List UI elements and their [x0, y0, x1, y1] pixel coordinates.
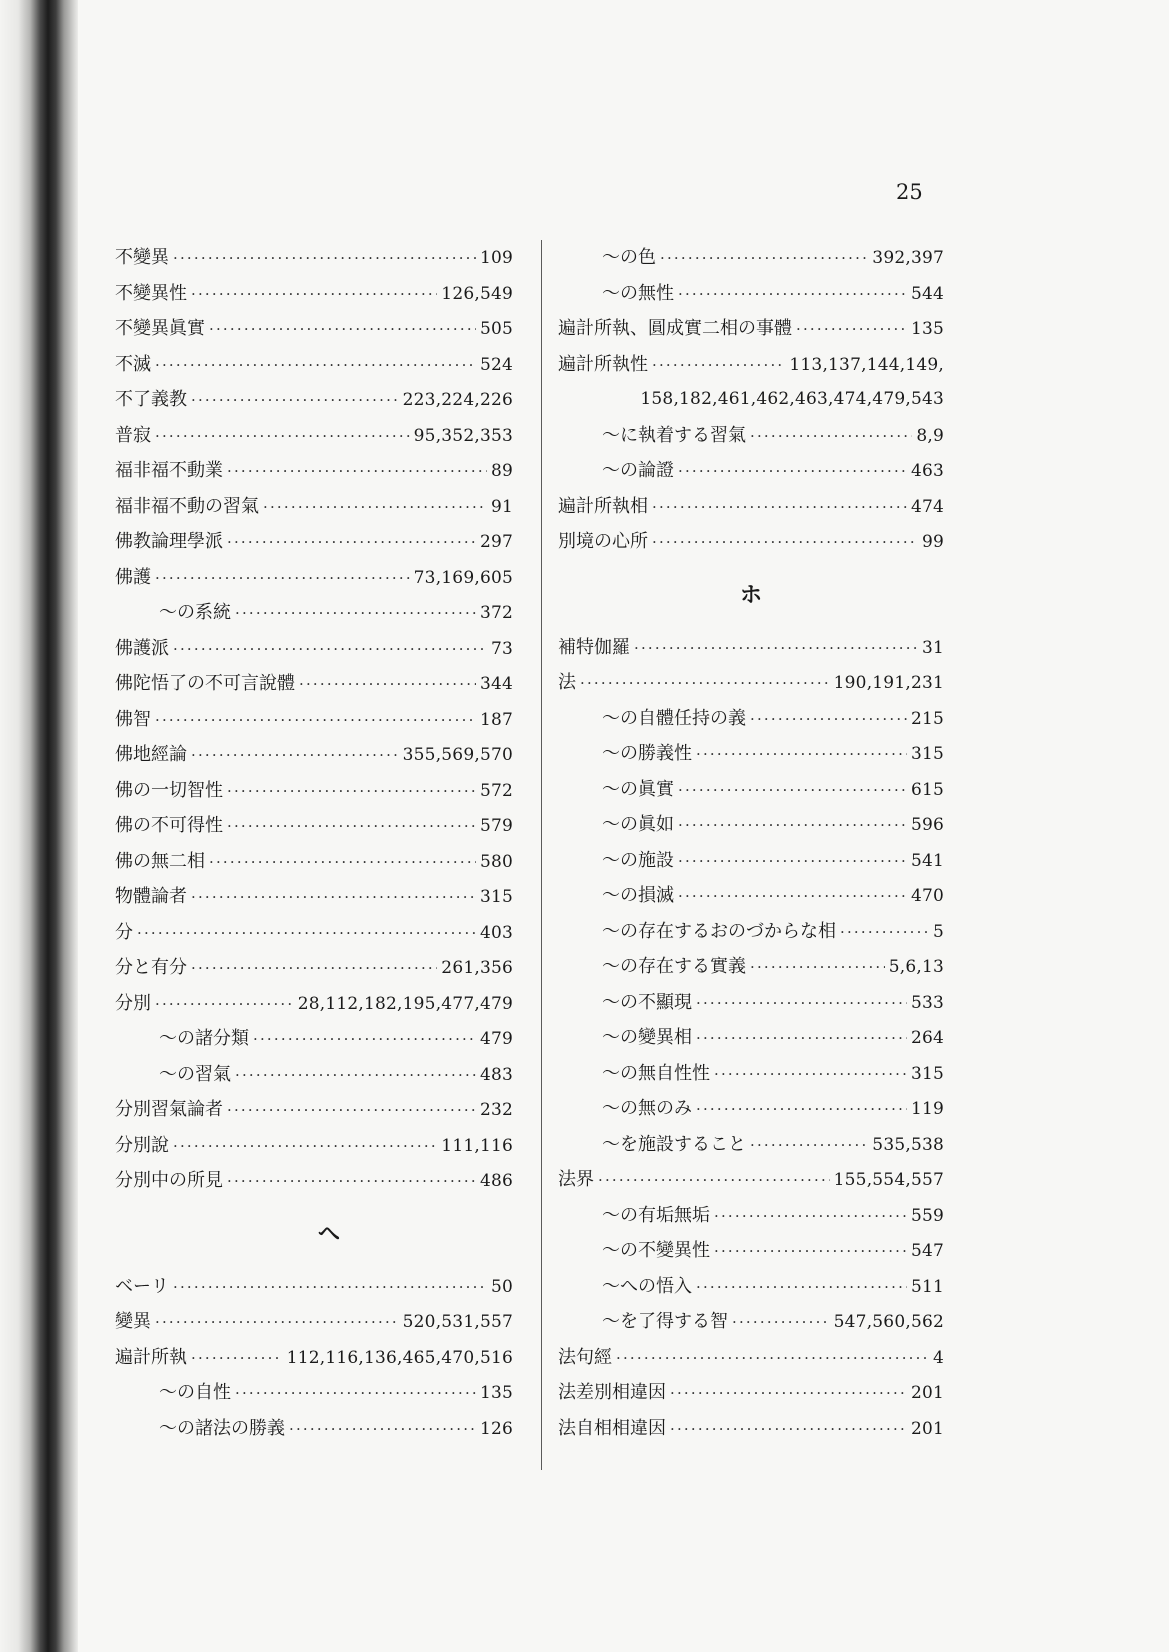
index-subentry [558, 1233, 944, 1269]
entry-term: ～の習氣 [159, 1063, 231, 1085]
index-subentry [558, 701, 944, 737]
leader-dots [750, 419, 912, 455]
entry-term: 佛護派 [115, 637, 169, 659]
leader-dots [598, 1163, 830, 1199]
entry-term: 佛教論理學派 [115, 531, 223, 552]
entry-term: ～の眞如 [602, 814, 674, 835]
entry-term: 法句經 [558, 1346, 612, 1368]
index-entry [115, 1128, 513, 1164]
leader-dots [616, 1341, 929, 1377]
entry-page-numbers: 232 [479, 1100, 513, 1120]
leader-dots [652, 525, 918, 561]
entry-page-numbers: 524 [479, 354, 513, 375]
leader-dots [714, 1234, 907, 1270]
entry-page-numbers: 135 [910, 319, 944, 339]
entry-page-numbers: 215 [910, 708, 944, 729]
leader-dots [235, 596, 476, 632]
index-entry [115, 666, 513, 702]
entry-page-numbers: 126,549 [441, 283, 513, 304]
index-entry [558, 630, 944, 666]
entry-page-numbers: 135 [479, 1383, 513, 1403]
index-entry [115, 382, 513, 418]
entry-page-numbers: 223,224,226 [402, 390, 513, 410]
leader-dots [227, 525, 476, 561]
entry-term: 不變異 [115, 247, 169, 268]
index-entry [558, 1411, 944, 1447]
entry-page-numbers: 112,116,136,465,470,516 [286, 1347, 513, 1368]
entry-term: ～の無のみ [602, 1098, 692, 1119]
index-entry [115, 489, 513, 525]
index-subentry [558, 1091, 944, 1127]
entry-page-numbers: 403 [479, 922, 513, 943]
leader-dots [263, 490, 487, 526]
entry-term: ～の無性 [602, 282, 674, 304]
index-subentry [115, 1411, 513, 1447]
index-entry [115, 311, 513, 347]
entry-page-numbers: 479 [479, 1029, 513, 1049]
entry-term: 不了義教 [115, 389, 187, 410]
entry-page-numbers: 113,137,144,149, [789, 354, 944, 375]
entry-page-numbers: 89 [490, 461, 513, 481]
entry-page-numbers: 572 [479, 780, 513, 801]
index-subentry [558, 985, 944, 1021]
index-subentry [558, 1198, 944, 1234]
entry-term: 分別 [115, 992, 151, 1014]
entry-term: 變異 [115, 1311, 151, 1332]
entry-page-numbers: 95,352,353 [413, 425, 513, 446]
entry-page-numbers: 111,116 [441, 1135, 513, 1156]
entry-term: 福非福不動の習氣 [115, 495, 259, 517]
entry-term: 不滅 [115, 353, 151, 375]
leader-dots [173, 1270, 487, 1306]
index-subentry [115, 1021, 513, 1057]
entry-term: ～の眞實 [602, 778, 674, 800]
entry-page-numbers: 119 [910, 1099, 944, 1119]
index-subentry [558, 276, 944, 312]
entry-term: ～の存在するおのづからな相 [602, 920, 836, 942]
entry-term: 法 [558, 672, 576, 693]
entry-term: 分と有分 [115, 957, 187, 978]
index-subentry [558, 807, 944, 843]
entry-term: ～の施設 [602, 849, 674, 871]
entry-term: ～の有垢無垢 [602, 1204, 710, 1226]
entry-page-numbers: 261,356 [441, 958, 513, 978]
index-entry [115, 453, 513, 489]
entry-page-numbers: 91 [490, 496, 513, 517]
index-entry [115, 773, 513, 809]
entry-page-numbers: 615 [910, 779, 944, 800]
entry-page-numbers: 201 [910, 1383, 944, 1403]
leader-dots [678, 454, 907, 490]
entry-term: 法差別相違因 [558, 1382, 666, 1403]
entry-term: 佛護 [115, 566, 151, 588]
leader-dots [137, 916, 476, 952]
entry-page-numbers: 99 [921, 532, 944, 552]
index-subentry [115, 1375, 513, 1411]
entry-page-numbers: 474 [910, 496, 944, 517]
leader-dots [732, 1305, 830, 1341]
entry-page-numbers: 547,560,562 [833, 1312, 944, 1332]
index-entry [558, 1375, 944, 1411]
leader-dots [580, 666, 830, 702]
leader-dots [696, 1270, 907, 1306]
entry-page-numbers: 544 [910, 283, 944, 304]
index-subentry [558, 843, 944, 879]
entry-term: 普寂 [115, 424, 151, 446]
index-entry [115, 844, 513, 880]
index-entry [115, 808, 513, 844]
entry-term: 分別說 [115, 1134, 169, 1156]
entry-page-numbers: 315 [479, 887, 513, 907]
index-column-right [558, 240, 944, 1446]
entry-term: 佛地經論 [115, 744, 187, 765]
entry-page-numbers: 297 [479, 532, 513, 552]
entry-term: 遍計所執性 [558, 353, 648, 375]
leader-dots [155, 987, 294, 1023]
entry-page-numbers: 73 [490, 638, 513, 659]
entry-term: 物體論者 [115, 886, 187, 907]
entry-term: 法自相相違因 [558, 1417, 666, 1439]
leader-dots [253, 1022, 476, 1058]
index-subentry [558, 1127, 944, 1163]
entry-page-numbers: 264 [910, 1028, 944, 1048]
leader-dots [678, 277, 907, 313]
leader-dots [227, 774, 476, 810]
entry-term: 不變異眞實 [115, 318, 205, 339]
index-entry [558, 489, 944, 525]
index-entry [115, 1092, 513, 1128]
leader-dots [289, 1412, 476, 1448]
entry-page-numbers: 520,531,557 [402, 1312, 513, 1332]
index-entry [558, 1340, 944, 1376]
entry-page-numbers: 596 [910, 815, 944, 835]
leader-dots [209, 845, 476, 881]
entry-page-numbers: 541 [910, 850, 944, 871]
leader-dots [660, 241, 868, 277]
index-column-left [115, 240, 513, 1446]
entry-page-numbers: 50 [490, 1276, 513, 1297]
index-subentry [558, 772, 944, 808]
index-subentry [115, 595, 513, 631]
index-entry [115, 1269, 513, 1305]
entry-term: 遍計所執相 [558, 495, 648, 517]
entry-page-numbers: 126 [479, 1418, 513, 1439]
index-entry [558, 347, 944, 383]
index-subentry [558, 1304, 944, 1340]
entry-term: ～の諸分類 [159, 1028, 249, 1049]
leader-dots [796, 312, 907, 348]
index-subentry [558, 1269, 944, 1305]
entry-term: 分別中の所見 [115, 1170, 223, 1191]
entry-page-numbers: 505 [479, 319, 513, 339]
leader-dots [299, 667, 476, 703]
section-heading: ホ [739, 581, 762, 608]
entry-page-numbers: 470 [910, 886, 944, 906]
entry-term: ～の損滅 [602, 885, 674, 906]
entry-page-numbers: 28,112,182,195,477,479 [297, 993, 513, 1014]
entry-page-numbers: 155,554,557 [833, 1170, 944, 1190]
leader-dots [652, 348, 785, 384]
entry-term: ～の諸法の勝義 [159, 1417, 285, 1439]
entry-page-numbers: 463 [910, 461, 944, 481]
entry-term: 分別習氣論者 [115, 1099, 223, 1120]
entry-page-numbers: 109 [479, 248, 513, 268]
entry-page-numbers: 355,569,570 [402, 745, 513, 765]
entry-term: ～の不顯現 [602, 991, 692, 1013]
leader-dots [750, 1128, 868, 1164]
entry-page-numbers: 4 [932, 1347, 944, 1368]
entry-page-numbers: 559 [910, 1205, 944, 1226]
leader-dots [191, 383, 399, 419]
index-entry [558, 311, 944, 347]
leader-dots [155, 348, 476, 384]
section-heading: へ [317, 1220, 340, 1247]
index-entry [115, 1304, 513, 1340]
entry-term: ～の色 [602, 247, 656, 268]
entry-term: 佛陀悟了の不可言說體 [115, 673, 295, 694]
index-entry [115, 560, 513, 596]
index-entry [558, 524, 944, 560]
leader-dots [696, 986, 907, 1022]
entry-term: ～の勝義性 [602, 743, 692, 764]
index-subentry [558, 453, 944, 489]
entry-page-numbers: 483 [479, 1064, 513, 1085]
index-subentry [558, 914, 944, 950]
entry-term: 佛の一切智性 [115, 779, 223, 801]
index-subentry [558, 878, 944, 914]
entry-term: ～の變異相 [602, 1027, 692, 1048]
entry-term: 福非福不動業 [115, 460, 223, 481]
entry-page-numbers: 158,182,461,462,463,474,479,543 [640, 389, 944, 409]
entry-page-numbers: 580 [479, 851, 513, 872]
leader-dots [696, 737, 907, 773]
leader-dots [227, 454, 487, 490]
leader-dots [678, 844, 907, 880]
index-entry [115, 1163, 513, 1199]
entry-term: 法界 [558, 1169, 594, 1190]
entry-term: ～の無自性性 [602, 1062, 710, 1084]
leader-dots [173, 241, 476, 277]
leader-dots [652, 490, 907, 526]
leader-dots [670, 1412, 907, 1448]
entry-page-numbers: 533 [910, 992, 944, 1013]
index-entry [115, 737, 513, 773]
page-number: 25 [896, 180, 923, 204]
entry-page-numbers: 187 [479, 709, 513, 730]
entry-term: ～への悟入 [602, 1275, 692, 1297]
index-subentry [558, 240, 944, 276]
entry-page-numbers: 547 [910, 1241, 944, 1261]
entry-page-numbers: 190,191,231 [833, 673, 944, 693]
index-entry [115, 276, 513, 312]
index-entry [115, 524, 513, 560]
index-entry [115, 240, 513, 276]
index-subentry [558, 1020, 944, 1056]
leader-dots [227, 1164, 476, 1200]
leader-dots [634, 631, 918, 667]
index-subentry [558, 1056, 944, 1092]
leader-dots [155, 703, 476, 739]
leader-dots [191, 880, 476, 916]
index-entry [115, 418, 513, 454]
leader-dots [678, 808, 907, 844]
entry-term: 分 [115, 921, 133, 943]
index-entry [115, 347, 513, 383]
entry-term: 遍計所執 [115, 1346, 187, 1368]
leader-dots [155, 419, 410, 455]
entry-page-numbers: 5 [932, 921, 944, 942]
entry-term: 佛の無二相 [115, 850, 205, 872]
index-subentry [558, 418, 944, 454]
leader-dots [155, 1305, 399, 1341]
column-divider [541, 240, 542, 1470]
leader-dots [209, 312, 476, 348]
leader-dots [714, 1199, 907, 1235]
entry-page-numbers: 372 [479, 603, 513, 623]
leader-dots [173, 1129, 437, 1165]
entry-term: 佛の不可得性 [115, 815, 223, 836]
entry-page-numbers: 31 [921, 637, 944, 658]
index-entry [558, 1162, 944, 1198]
index-entry [558, 665, 944, 701]
entry-term: 遍計所執、圓成實二相の事體 [558, 318, 792, 339]
entry-term: ～の自性 [159, 1382, 231, 1403]
entry-term: ～の論證 [602, 460, 674, 481]
index-subentry [558, 949, 944, 985]
index-subentry [115, 1057, 513, 1093]
entry-page-numbers: 344 [479, 674, 513, 694]
entry-page-numbers: 73,169,605 [413, 567, 513, 588]
entry-page-numbers: 535,538 [872, 1134, 944, 1155]
index-subentry [558, 736, 944, 772]
leader-dots [191, 1341, 283, 1377]
entry-term: ベーリ [115, 1275, 169, 1297]
index-entry [115, 1340, 513, 1376]
entry-term: 補特伽羅 [558, 636, 630, 658]
entry-page-numbers: 315 [910, 1063, 944, 1084]
entry-term: ～の自體任持の義 [602, 707, 746, 729]
entry-term: ～の存在する實義 [602, 956, 746, 977]
index-entry-continuation [558, 382, 944, 418]
index-entry [115, 986, 513, 1022]
leader-dots [191, 951, 437, 987]
leader-dots [227, 1093, 476, 1129]
leader-dots [155, 561, 410, 597]
leader-dots [191, 277, 437, 313]
leader-dots [235, 1058, 476, 1094]
leader-dots [227, 809, 476, 845]
index-entry [115, 950, 513, 986]
entry-term: ～を了得する智 [602, 1311, 728, 1332]
entry-page-numbers: 5,6,13 [888, 957, 944, 977]
entry-term: ～の系統 [159, 602, 231, 623]
leader-dots [696, 1021, 907, 1057]
entry-term: ～に執着する習氣 [602, 424, 746, 446]
entry-page-numbers: 579 [479, 816, 513, 836]
leader-dots [678, 773, 907, 809]
entry-page-numbers: 511 [910, 1276, 944, 1297]
entry-page-numbers: 201 [910, 1418, 944, 1439]
leader-dots [750, 950, 885, 986]
index-entry [115, 702, 513, 738]
entry-page-numbers: 486 [479, 1171, 513, 1191]
leader-dots [173, 632, 487, 668]
leader-dots [670, 1376, 907, 1412]
entry-term: 佛智 [115, 708, 151, 730]
leader-dots [191, 738, 399, 774]
entry-term: ～の不變異性 [602, 1240, 710, 1261]
leader-dots [840, 915, 929, 951]
index-entry [115, 915, 513, 951]
entry-page-numbers: 315 [910, 744, 944, 764]
leader-dots [714, 1057, 907, 1093]
leader-dots [696, 1092, 907, 1128]
leader-dots [678, 879, 907, 915]
entry-term: 不變異性 [115, 282, 187, 304]
entry-term: ～を施設すること [602, 1133, 746, 1155]
entry-term: 別境の心所 [558, 531, 648, 552]
leader-dots [235, 1376, 476, 1412]
entry-page-numbers: 392,397 [872, 248, 944, 268]
leader-dots [750, 702, 907, 738]
entry-page-numbers: 8,9 [916, 425, 944, 446]
index-entry [115, 879, 513, 915]
index-entry [115, 631, 513, 667]
book-binding-shadow [0, 0, 78, 1652]
